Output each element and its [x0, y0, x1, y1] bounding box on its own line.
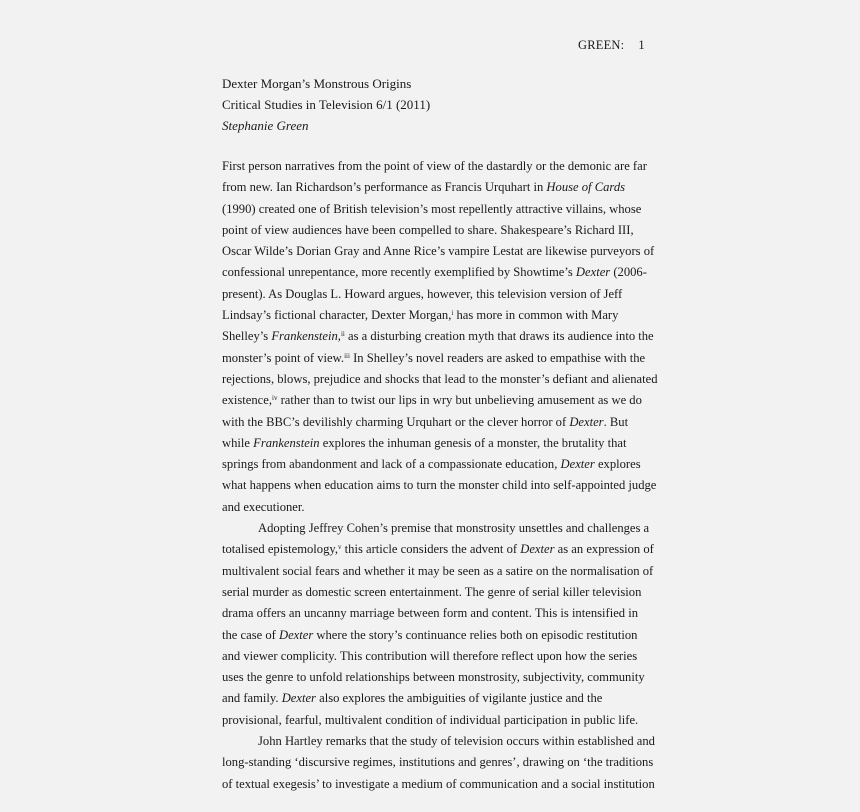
text-line: and executioner.	[222, 499, 305, 514]
text-line: with the BBC’s devilishly charming Urquhart or the clever horror of Dexter. But	[222, 414, 629, 429]
text-line: serial murder as domestic screen entertainment. The genre of serial killer television	[222, 584, 642, 599]
endnote-marker: iv	[272, 394, 278, 403]
body-text	[222, 156, 658, 795]
author-name: Stephanie Green	[222, 118, 309, 133]
journal-citation: Critical Studies in Television 6/1 (2011)	[222, 97, 431, 112]
article-title: Dexter Morgan’s Monstrous Origins	[222, 76, 412, 91]
text-line: of textual exegesis’ to investigate a medium of communication and a social institution	[222, 776, 655, 791]
title-block	[222, 73, 430, 136]
text-line: John Hartley remarks that the study of television occurs within established and	[258, 734, 655, 749]
text-line: present). As Douglas L. Howard argues, however, this television version of Jeff	[222, 286, 623, 301]
text-line: Oscar Wilde’s Dorian Gray and Anne Rice’s vampire Lestat are likewise purveyors of	[222, 244, 655, 259]
text-line: drama offers an uncanny marriage between form and content. This is intensified in	[222, 606, 639, 621]
text-line: point of view audiences have been compelled to share. Shakespeare’s Richard III,	[222, 222, 634, 237]
text-line: Adopting Jeffrey Cohen’s premise that monstrosity unsettles and challenges a	[258, 521, 650, 536]
endnote-marker: ii	[340, 330, 345, 339]
text-line: monster’s point of view.$^{iii}$ In Shelley’s novel readers are asked to empathise with the	[222, 350, 646, 365]
text-line: long-standing ‘discursive regimes, institutions and genres’, drawing on ‘the traditions	[222, 755, 654, 770]
text-line: (1990) created one of British television’s most repellently attractive villains, whose	[222, 201, 642, 216]
text-line: the case of Dexter where the story’s continuance relies both on episodic restitution	[222, 627, 638, 642]
endnote-marker: iii	[344, 351, 350, 360]
text-line: springs from abandonment and lack of a compassionate education, Dexter explores	[222, 457, 641, 472]
text-line: provisional, fearful, multivalent condition of individual participation in public life.	[222, 712, 639, 727]
text-line: and family. Dexter also explores the ambiguities of vigilante justice and the	[222, 691, 603, 706]
text-line: from new. Ian Richardson’s performance as Francis Urquhart in House of Cards	[222, 180, 626, 195]
running-header	[578, 38, 645, 53]
text-line: while Frankenstein explores the inhuman genesis of a monster, the brutality that	[222, 435, 627, 450]
running-title: GREEN:	[578, 38, 625, 52]
endnote-marker: i	[451, 309, 454, 318]
endnote-marker: v	[338, 543, 342, 552]
text-line: Lindsay’s fictional character, Dexter Morgan,$^i$ has more in common with Mary	[222, 308, 619, 323]
text-line: and viewer complicity. This contribution will therefore reflect upon how the series	[222, 648, 638, 663]
text-line: totalised epistemology,$^v$ this article considers the advent of Dexter as an expression of	[222, 542, 654, 557]
text-line: confessional unrepentance, more recently exemplified by Showtime’s Dexter (2006-	[222, 265, 647, 280]
text-line: existence,$^{iv}$ rather than to twist our lips in wry but unbelieving amusement as we do	[222, 393, 642, 408]
text-line: uses the genre to unfold relationships between monstrosity, subjectivity, community	[222, 670, 645, 685]
page-number: 1	[638, 38, 645, 52]
text-line: Shelley’s Frankenstein,$^{ii}$ as a disturbing creation myth that draws its audience into the	[222, 329, 654, 344]
text-line: multivalent social fears and whether it may be seen as a satire on the normalisation of	[222, 563, 654, 578]
text-line: what happens when education aims to turn the monster child into self-appointed judge	[222, 478, 657, 493]
text-line: First person narratives from the point of view of the dastardly or the demonic are far	[222, 159, 647, 173]
text-line: rejections, blows, prejudice and shocks that lead to the monster’s defiant and alienated	[222, 371, 658, 386]
